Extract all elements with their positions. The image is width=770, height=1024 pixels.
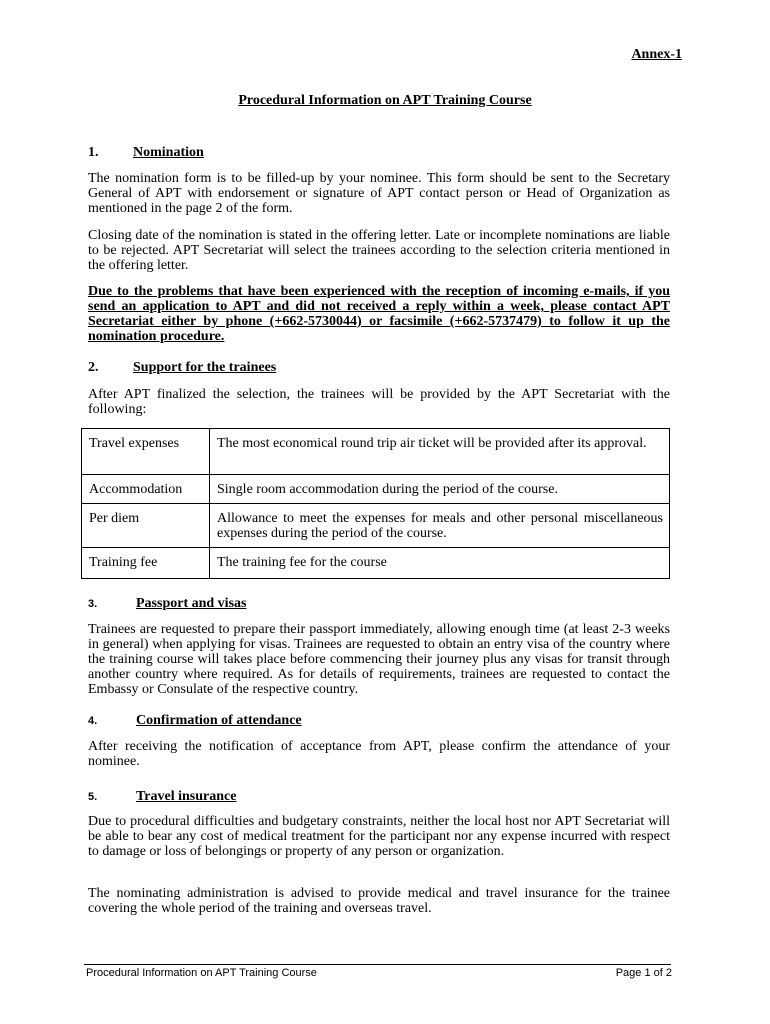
section-title: Travel insurance bbox=[136, 789, 237, 804]
section-heading-insurance bbox=[88, 789, 236, 805]
table-row bbox=[82, 504, 670, 548]
paragraph-insurance-advice: The nominating administration is advised to provide medical and travel insurance for the trainee covering the whole period of the training and overseas travel. bbox=[88, 886, 670, 916]
table-row bbox=[82, 475, 670, 504]
footer-divider bbox=[84, 964, 671, 965]
page-title: Procedural Information on APT Training Course bbox=[238, 93, 532, 108]
table-cell-item: Training fee bbox=[82, 548, 210, 579]
section-heading-passport bbox=[88, 596, 246, 612]
annex-label: Annex-1 bbox=[631, 47, 682, 62]
section-heading-support bbox=[88, 360, 276, 376]
paragraph-nomination-form: The nomination form is to be filled-up by your nominee. This form should be sent to the Secretary General of APT with endorsement or signature of APT contact person or Head of Organization as mentioned in the page 2 of the form. bbox=[88, 171, 670, 216]
section-number: 4. bbox=[88, 715, 98, 727]
table-cell-item: Accommodation bbox=[82, 475, 210, 504]
paragraph-email-notice: Due to the problems that have been experienced with the reception of incoming e-mails, if you send an application to APT and did not received a reply within a week, please contact APT Secretariat either by phone (+662-5730044) or facsimile (+662-5737479) to follow it up the nomination procedure. bbox=[88, 284, 670, 344]
table-cell-description: Allowance to meet the expenses for meals and other personal miscellaneous expenses during the period of the course. bbox=[210, 504, 670, 548]
footer-title: Procedural Information on APT Training Course bbox=[86, 967, 317, 979]
paragraph-insurance-costs: Due to procedural difficulties and budgetary constraints, neither the local host nor APT Secretariat will be able to bear any cost of medical treatment for the participant nor any expense incurred with respect to damage or loss of belongings or property of any person or organization. bbox=[88, 814, 670, 859]
table-cell-item: Travel expenses bbox=[82, 429, 210, 475]
paragraph-support-intro: After APT finalized the selection, the trainees will be provided by the APT Secretariat with the following: bbox=[88, 387, 670, 417]
section-title: Passport and visas bbox=[136, 596, 247, 611]
support-table bbox=[81, 428, 670, 579]
page-number: Page 1 of 2 bbox=[615, 967, 672, 979]
paragraph-closing-date: Closing date of the nomination is stated in the offering letter. Late or incomplete nominations are liable to be rejected. APT Secretariat will select the trainees according to the selection criteria mentioned in the offering letter. bbox=[88, 228, 670, 273]
section-title: Confirmation of attendance bbox=[136, 713, 302, 728]
table-cell-description: The most economical round trip air ticket will be provided after its approval. bbox=[210, 429, 670, 475]
table-cell-item: Per diem bbox=[82, 504, 210, 548]
section-title: Support for the trainees bbox=[133, 360, 277, 375]
table-cell-description: The training fee for the course bbox=[210, 548, 670, 579]
table-row bbox=[82, 548, 670, 579]
section-number: 1. bbox=[88, 145, 99, 160]
section-heading-nomination bbox=[88, 145, 204, 161]
section-number: 2. bbox=[88, 360, 99, 375]
table-row bbox=[82, 429, 670, 475]
paragraph-confirmation: After receiving the notification of acceptance from APT, please confirm the attendance of your nominee. bbox=[88, 739, 670, 769]
section-number: 3. bbox=[88, 598, 98, 610]
paragraph-passport: Trainees are requested to prepare their passport immediately, allowing enough time (at least 2-3 weeks in general) when applying for visas. Trainees are requested to obtain an entry visa of the country where the training course will takes place before commencing their journey plus any visas for transit through another country where required. As for details of requirements, trainees are requested to contact the Embassy or Consulate of the respective country. bbox=[88, 622, 670, 697]
section-heading-confirmation bbox=[88, 713, 302, 729]
section-title: Nomination bbox=[133, 145, 204, 160]
section-number: 5. bbox=[88, 791, 98, 803]
table-cell-description: Single room accommodation during the period of the course. bbox=[210, 475, 670, 504]
